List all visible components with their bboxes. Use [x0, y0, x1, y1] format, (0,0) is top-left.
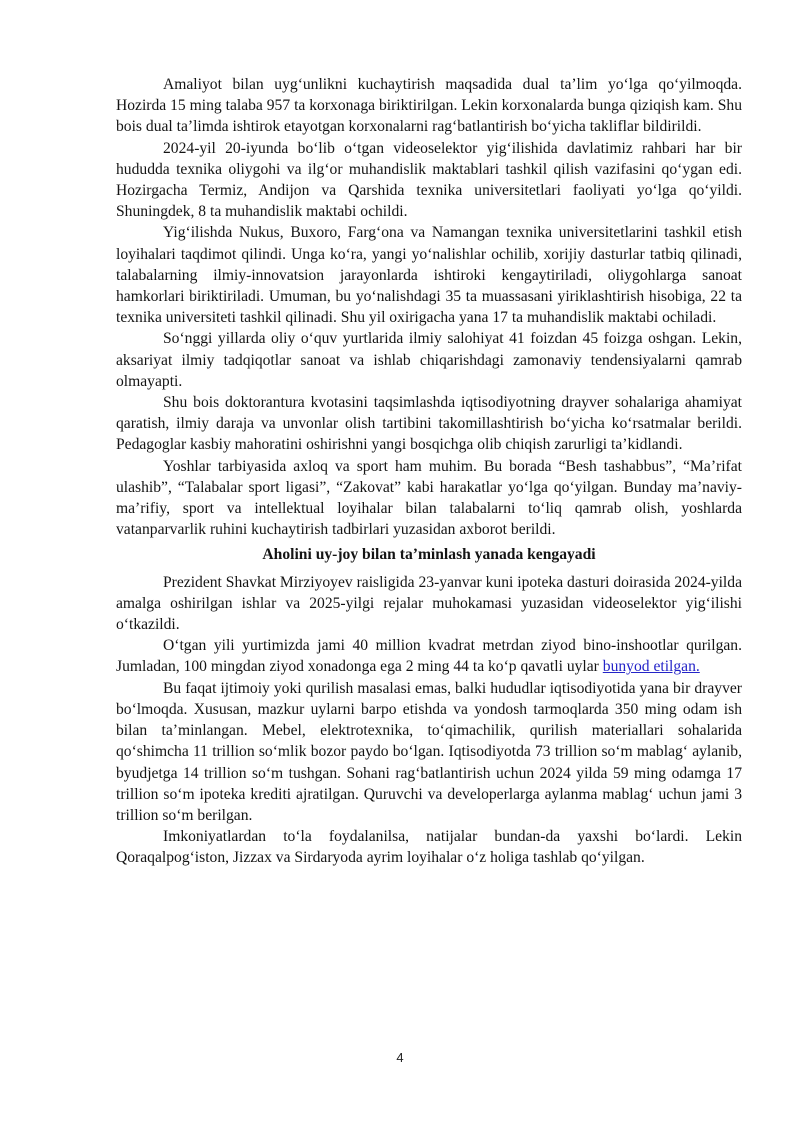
body-paragraph: Bu faqat ijtimoiy yoki qurilish masalasi emas, balki hududlar iqtisodiyotida yana bir drayver bo‘lmoqda. Xususan, mazkur uylarni barpo etishda va yondosh tarmoqlarda 350 ming odam ish bilan ta’minlangan. Mebel, elektrotexnika, to‘qimachilik, qurilish materiallari sohalarida qo‘shimcha 11 trillion so‘mlik bozor paydo bo‘lgan. Iqtisodiyotda 73 trillion so‘m mablag‘ aylanib, byudjetga 14 trillion so‘m tushgan. Sohani rag‘batlantirish uchun 2024 yilda 59 ming odamga 17 trillion so‘m ipoteka krediti ajratilgan. Quruvchi va developerlarga aylanma mablag‘ uchun jami 3 trillion so‘m berilgan.: [116, 679, 742, 824]
body-paragraph: Yoshlar tarbiyasida axloq va sport ham muhim. Bu borada “Besh tashabbus”, “Ma’rifat ulashib”, “Talabalar sport ligasi”, “Zakovat” kabi harakatlar yo‘lga qo‘yilgan. Bunday ma’naviy-ma’rifiy, sport va intellektual loyihalar bilan talabalarni to‘liq qamrab olish, yoshlarda vatanparvarlik ruhini kuchaytirish tadbirlari yuzasidan axborot berildi.: [116, 457, 742, 539]
body-paragraph: So‘nggi yillarda oliy o‘quv yurtlarida ilmiy salohiyat 41 foizdan 45 foizga oshgan. Lekin, aksariyat ilmiy tadqiqotlar sanoat va ishlab chiqarishdagi zamonaviy tendensiyalarni qamrab olmayapti.: [116, 330, 742, 390]
body-paragraph: Imkoniyatlardan to‘la foydalanilsa, natijalar bundan-da yaxshi bo‘lardi. Lekin Qoraqalpog‘iston, Jizzax va Sirdaryoda ayrim loyihalar o‘z holiga tashlab qo‘yilgan.: [116, 828, 742, 867]
body-paragraph: Shu bois doktorantura kvotasini taqsimlashda iqtisodiyotning drayver sohalariga ahamiyat qaratish, ilmiy daraja va unvonlar olish tartibini takomillashtirish bo‘yicha ko‘rsatmalar berildi. Pedagoglar kasbiy mahoratini oshirishni yangi bosqichga olib chiqish zarurligi ta’kidlandi.: [116, 394, 742, 454]
body-paragraph: Prezident Shavkat Mirziyoyev raisligida 23-yanvar kuni ipoteka dasturi doirasida 2024-yilda amalga oshirilgan ishlar va 2025-yilgi rejalar muhokamasi yuzasidan videoselektor yig‘ilishi o‘tkazildi.: [116, 573, 742, 634]
body-paragraph: 2024-yil 20-iyunda bo‘lib o‘tgan videoselektor yig‘ilishida davlatimiz rahbari har bir hududda texnika oliygohi va ilg‘or muhandislik maktablari tashkil qilish vazifasini qo‘ygan edi. Hozirgacha Termiz, Andijon va Qarshida texnika universitetlari faoliyati yo‘lga qo‘yildi. Shuningdek, 8 ta muhandislik maktabi ochildi.: [116, 139, 742, 221]
bunyod-etilgan-link[interactable]: bunyod etilgan.: [602, 658, 700, 676]
document-page: [116, 74, 742, 869]
body-paragraph: Yig‘ilishda Nukus, Buxoro, Farg‘ona va Namangan texnika universitetlarini tashkil etish loyihalari taqdimot qilindi. Unga ko‘ra, yangi yo‘nalishlar ochilib, xorijiy dasturlar tatbiq qilinadi, talabalarning ilmiy-innovatsion jarayonlarda ishtiroki kengaytiriladi, oliygohlarga sanoat hamkorlari biriktiriladi. Umuman, bu yo‘nalishdagi 35 ta muassasani yiriklashtirish hisobiga, 22 ta texnika universiteti tashkil qilinadi. Shu yil oxirigacha yana 17 ta muhandislik maktabi ochiladi.: [116, 224, 742, 327]
section-heading: Aholini uy-joy bilan ta’minlash yanada kengayadi: [262, 546, 596, 564]
paragraph-text: O‘tgan yili yurtimizda jami 40 million kvadrat metrdan ziyod bino-inshootlar qurilgan. Jumladan, 100 mingdan ziyod xonadonga ega 2 ming 44 ta ko‘p qavatli uylar: [116, 637, 742, 676]
page-number: 4: [396, 1050, 404, 1065]
body-paragraph: Amaliyot bilan uyg‘unlikni kuchaytirish maqsadida dual ta’lim yo‘lga qo‘yilmoqda. Hozirda 15 ming talaba 957 ta korxonaga biriktirilgan. Lekin korxonalarda bunga qiziqish kam. Shu bois dual ta’limda ishtirok etayotgan korxonalarni rag‘batlantirish bo‘yicha takliflar bildirildi.: [116, 76, 742, 136]
body-paragraph-with-link: [116, 635, 742, 677]
